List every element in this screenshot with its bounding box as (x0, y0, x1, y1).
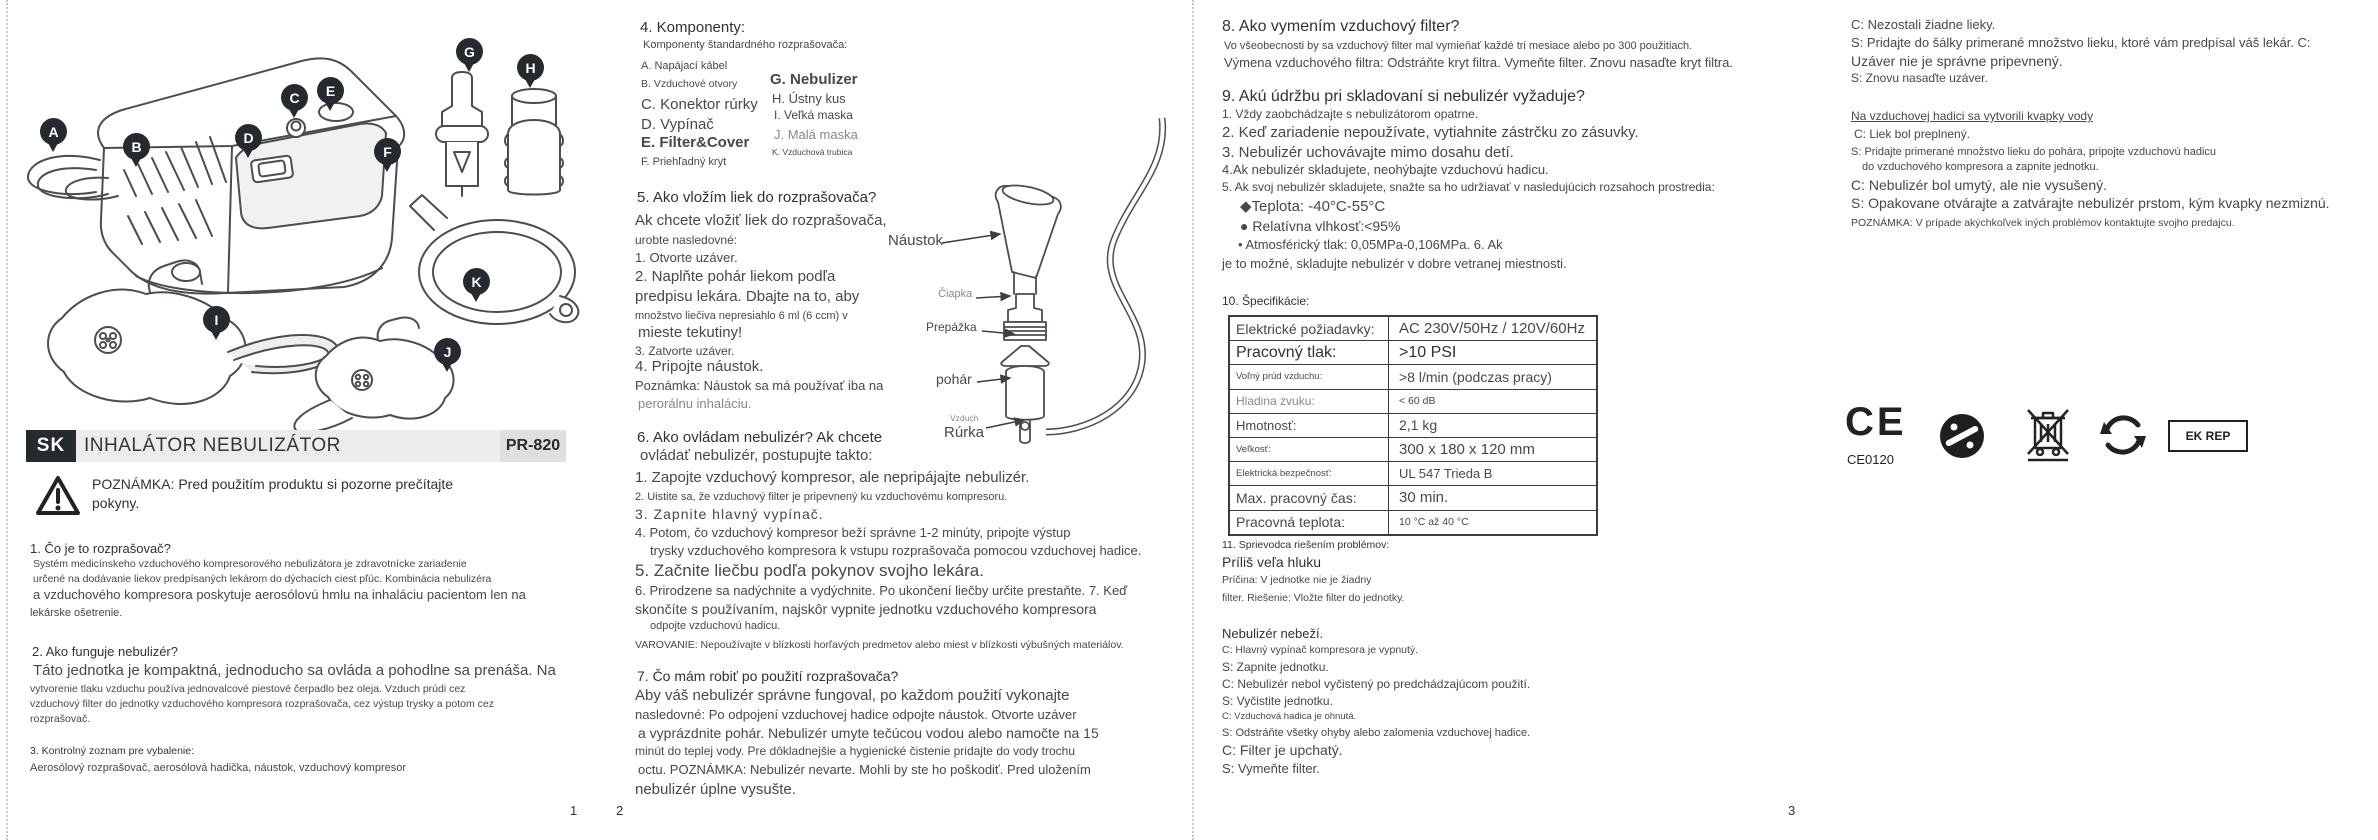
section-5-line: 3. Zatvorte uzáver. (635, 344, 735, 358)
component-item: D. Vypínač (641, 116, 714, 133)
section-5-line: mieste tekutiny! (638, 324, 743, 341)
section-6-step: 5. Začnite liečbu podľa pokynov svojho lekára. (635, 561, 984, 580)
spec-value: AC 230V/50Hz / 120V/60Hz (1399, 320, 1585, 338)
section-5-line: 1. Otvorte uzáver. (635, 250, 738, 265)
page-number-3: 3 (1788, 803, 1796, 818)
callout-pin-k (463, 268, 490, 295)
callout-pin-e (317, 77, 344, 104)
nebulizer-assembly-drawing (880, 110, 1210, 480)
section-5-title: 5. Ako vložím liek do rozprašovača? (637, 189, 877, 206)
spec-value: 30 min. (1399, 489, 1449, 507)
section-8-line: Výmena vzduchového filtra: Odstráňte kryt filtra. Vymeňte filter. Znovu nasaďte kryt filtra. (1224, 55, 1733, 70)
page-title: INHALÁTOR NEBULIZÁTOR (84, 435, 341, 456)
section-3-title: 3. Kontrolný zoznam pre vybalenie: (30, 745, 195, 757)
section-7-line: Aby váš nebulizér správne fungoval, po každom použití vykonajte (635, 687, 1070, 704)
callout-letter: H (525, 59, 536, 76)
callout-letter: F (383, 143, 392, 160)
callout-pin-f (374, 138, 401, 165)
air-hose-long (1046, 118, 1163, 432)
component-item: F. Priehľadný kryt (641, 156, 727, 168)
callout-pin-c (281, 84, 308, 111)
section-2-line: rozprašovač. (30, 713, 91, 725)
spec-label: Hladina zvuku: (1230, 390, 1389, 413)
section-7-line: minút do teplej vody. Pre dôkladnejšie a hygienické čistenie pridajte do vody trochu (635, 744, 1076, 758)
title-bar (26, 430, 566, 462)
section-9-item: je to možné, skladujte nebulizér v dobre vetranej miestnosti. (1222, 256, 1567, 271)
callout-letter: B (131, 138, 142, 155)
prohibition-symbol-icon (1938, 412, 1986, 460)
callout-pin-j (434, 338, 461, 365)
spec-label: Voľný prúd vzduchu: (1230, 365, 1389, 388)
component-item: G. Nebulizer (770, 71, 858, 88)
trouble2-line: C: Liek bol preplnený. (1854, 127, 1971, 141)
section-4-subtitle: Komponenty štandardného rozprašovača: (643, 39, 848, 51)
section-6-title: 6. Ako ovládam nebulizér? Ak chcete (637, 429, 883, 446)
assembly-label-tube: Rúrka (944, 424, 985, 441)
assembly-label-mouthpiece: Náustok (888, 232, 944, 249)
component-item: H. Ústny kus (772, 91, 846, 106)
component-item: I. Veľká maska (774, 108, 853, 122)
section-2-line: vytvorenie tlaku vzduchu používa jednovalcové piestové čerpadlo bez oleja. Vzduch prúdi cez (30, 683, 466, 695)
trouble-line: Nebulizér nebeží. (1222, 626, 1324, 641)
trouble2-line: do vzduchového kompresora a zapnite jednotku. (1862, 161, 2099, 173)
callout-letter: C (289, 89, 300, 106)
section-2-line: vzduchový filter do jednotky vzduchového kompresora rozprašovača, cez výstup trysky a potom cez (30, 698, 494, 710)
section-4-title: 4. Komponenty: (640, 19, 746, 36)
mouthpiece-part-drawing (505, 89, 563, 195)
section-7-line: octu. POZNÁMKA: Nebulizér nevarte. Mohli by ste ho poškodiť. Pred uložením (638, 762, 1091, 777)
section-7-title: 7. Čo mám robiť po použití rozprašovača? (637, 668, 899, 684)
spec-label: Pracovný tlak: (1230, 341, 1389, 364)
section-7-line: a vyprázdnite pohár. Nebulizér umyte tečúcou vodou alebo namočte na 15 (638, 725, 1099, 741)
section-6-step: 2. Uistite sa, že vzduchový filter je pripevnený ku vzduchovému kompresoru. (635, 491, 1008, 503)
trouble-line: Príčina: V jednotke nie je žiadny (1222, 574, 1372, 586)
language-badge: SK (26, 430, 76, 462)
component-item: E. Filter&Cover (641, 134, 750, 151)
callout-pin-g (456, 38, 483, 65)
weee-crossed-bin-icon (2022, 404, 2074, 464)
trouble2-line: S: Znovu nasaďte uzáver. (1851, 71, 1988, 85)
model-number: PR-820 (500, 430, 566, 462)
mask-small-drawing (294, 317, 453, 432)
compressor-drawing (28, 58, 404, 293)
section-5-line: urobte nasledovné: (635, 233, 738, 247)
trouble-line: S: Vymeňte filter. (1222, 761, 1320, 776)
assembly-label-cup: pohár (936, 371, 972, 387)
section-6-step: odpojte vzduchovú hadicu. (650, 620, 781, 632)
section-1-line: určené na dodávanie liekov predpísaných lekárom do dýchacích ciest pľúc. Kombinácia nebulizéra (33, 573, 492, 585)
assembly-label-cap: Čiapka (938, 288, 973, 300)
callout-pin-i (203, 306, 230, 333)
section-6-title: ovládať nebulizér, postupujte takto: (640, 447, 873, 464)
component-item: K. Vzduchová trubica (772, 147, 853, 157)
ce-mark: CE (1845, 400, 1907, 444)
section-2-title: 2. Ako funguje nebulizér? (32, 644, 178, 659)
ec-rep-mark: EK REP (2168, 420, 2248, 452)
section-9-item: 4.Ak nebulizér skladujete, neohýbajte vzduchovú hadicu. (1222, 162, 1549, 177)
component-item: C. Konektor rúrky (641, 96, 758, 113)
section-5-line: perorálnu inhaláciu. (638, 396, 752, 411)
table-row (1230, 389, 1596, 413)
section-10-title: 10. Špecifikácie: (1222, 294, 1310, 308)
spec-label: Pracovná teplota: (1230, 511, 1389, 534)
spec-value: 10 °C až 40 °C (1399, 516, 1469, 529)
section-2-line: Táto jednotka je kompaktná, jednoducho sa ovláda a pohodlne sa prenáša. Na (33, 662, 556, 679)
table-row (1230, 340, 1596, 364)
section-1-title: 1. Čo je to rozprašovač? (30, 541, 171, 556)
section-5-line: 4. Pripojte náustok. (635, 358, 764, 375)
trouble2-line: Uzáver nie je správne pripevnený. (1851, 53, 2063, 69)
section-9-item: 3. Nebulizér uchovávajte mimo dosahu detí. (1222, 144, 1514, 161)
section-9-item: 5. Ak svoj nebulizér skladujete, snažte sa ho udržiavať v nasledujúcich rozsahoch prostredia: (1222, 180, 1715, 194)
section-5-line: Ak chcete vložiť liek do rozprašovača, (635, 212, 887, 229)
callout-letter: A (48, 123, 59, 140)
trouble-line: S: Zapnite jednotku. (1222, 660, 1329, 674)
section-1-line: lekárske ošetrenie. (30, 607, 123, 619)
spec-value: < 60 dB (1399, 395, 1436, 408)
callout-pin-d (235, 124, 262, 151)
note-text: POZNÁMKA: Pred použitím produktu si pozorne prečítajte (92, 476, 454, 492)
warning-triangle-icon (34, 474, 82, 518)
section-11-title: 11. Sprievodca riešením problémov: (1222, 539, 1390, 551)
section-8-line: Vo všeobecnosti by sa vzduchový filter mal vymieňať každé tri mesiace alebo po 300 použitiach. (1224, 40, 1693, 52)
table-row (1230, 317, 1596, 340)
callout-letter: G (464, 43, 475, 60)
section-3-line: Aerosólový rozprašovač, aerosólová hadička, náustok, vzduchový kompresor (30, 762, 407, 774)
trouble-line: S: Vyčistite jednotku. (1222, 694, 1333, 708)
spec-label: Elektrická bezpečnosť: (1230, 462, 1389, 485)
spec-value: 300 x 180 x 120 mm (1399, 441, 1535, 459)
spec-value: >10 PSI (1399, 343, 1457, 361)
spec-label: Veľkosť: (1230, 438, 1389, 461)
callout-letter: D (243, 129, 254, 146)
spec-value: 2,1 kg (1399, 417, 1438, 434)
note-text: pokyny. (92, 495, 140, 511)
table-row (1230, 461, 1596, 485)
table-row (1230, 510, 1596, 534)
recycle-arrows-icon (2098, 410, 2148, 460)
air-hose-drawing (410, 195, 578, 324)
callout-pin-a (40, 118, 67, 145)
trouble-line: C: Hlavný vypínač kompresora je vypnutý. (1222, 644, 1419, 656)
section-5-line: Poznámka: Náustok sa má používať iba na (635, 378, 884, 393)
page-number-2: 2 (616, 803, 624, 818)
section-7-line: nebulizér úplne vysušte. (635, 781, 796, 798)
section-7-line: nasledovné: Po odpojení vzduchovej hadice odpojte náustok. Otvorte uzáver (635, 707, 1077, 722)
callout-pin-h (517, 54, 544, 81)
section-9-bullet: ● Relatívna vlhkosť:<95% (1240, 218, 1401, 234)
section-9-item: 1. Vždy zaobchádzajte s nebulizátorom opatrne. (1222, 107, 1479, 121)
trouble2-line: C: Nebulizér bol umytý, ale nie vysušený. (1851, 177, 2107, 193)
section-9-item: 2. Keď zariadenie nepoužívate, vytiahnite zástrčku zo zásuvky. (1222, 124, 1639, 141)
callout-letter: J (443, 343, 452, 360)
component-item: J. Malá maska (774, 127, 858, 142)
callout-letter: E (325, 82, 336, 99)
ce-number: CE0120 (1847, 452, 1894, 467)
section-5-line: predpisu lekára. Dbajte na to, aby (635, 288, 860, 305)
specifications-table (1228, 315, 1598, 536)
trouble2-line: S: Opakovane otvárajte a zatvárajte nebulizér prstom, kým kvapky nezmiznú. (1851, 195, 2330, 211)
trouble-line: S: Odstráňte všetky ohyby alebo zalomenia vzduchovej hadice. (1222, 727, 1531, 739)
section-6-step: trysky vzduchového kompresora k vstupu rozprašovača pomocou vzduchovej hadice. (650, 543, 1142, 558)
section-9-bullet: ◆Teplota: -40°C-55°C (1240, 198, 1386, 215)
trouble-line: Príliš veľa hluku (1222, 554, 1322, 570)
trouble-line: filter. Riešenie: Vložte filter do jednotky. (1222, 592, 1405, 604)
nebulizer-jar-drawing (436, 72, 488, 196)
assembly-label-baffle: Prepážka (926, 320, 977, 334)
trouble2-heading: Na vzduchovej hadici sa vytvorili kvapky vody (1851, 109, 2094, 123)
trouble-line: C: Filter je upchatý. (1222, 742, 1343, 758)
assembly-label-air: Vzduch (950, 413, 979, 423)
section-9-title: 9. Akú údržbu pri skladovaní si nebulizér vyžaduje? (1222, 88, 1585, 105)
trouble-line: C: Nebulizér nebol vyčistený po predchádzajúcom použití. (1222, 677, 1531, 691)
compressor-and-masks-drawing (0, 0, 640, 470)
warning-text: VAROVANIE: Nepoužívajte v blízkosti horľavých predmetov alebo miest v blízkosti výbušných materiálov. (635, 639, 1124, 651)
callout-letter: I (214, 311, 219, 328)
section-6-step: 3. Zapnite hlavný vypínač. (635, 506, 824, 522)
section-6-step: skončíte s používaním, najskôr vypnite jednotku vzduchového kompresora (635, 601, 1097, 617)
table-row (1230, 364, 1596, 388)
spec-value: >8 l/min (podczas pracy) (1399, 368, 1552, 385)
spec-label: Max. pracovný čas: (1230, 486, 1389, 509)
section-9-bullet: • Atmosférický tlak: 0,05MPa-0,106MPa. 6. Ak (1238, 237, 1503, 252)
spec-label: Hmotnosť: (1230, 414, 1389, 437)
spec-label: Elektrické požiadavky: (1230, 317, 1389, 340)
trouble2-line: S: Pridajte do šálky primerané množstvo lieku, ktoré vám predpísal váš lekár. C: (1851, 35, 2311, 50)
section-6-step: 1. Zapojte vzduchový kompresor, ale nepripájajte nebulizér. (635, 469, 1030, 486)
section-8-title: 8. Ako vymením vzduchový filter? (1222, 18, 1460, 35)
section-5-line: 2. Naplňte pohár liekom podľa (635, 268, 836, 285)
component-item: A. Napájací kábel (641, 60, 728, 72)
spec-value: UL 547 Trieda B (1399, 466, 1493, 482)
trouble2-line: S: Pridajte primerané množstvo lieku do pohára, pripojte vzduchovú hadicu (1851, 146, 2217, 158)
trouble-line: C: Vzduchová hadica je ohnutá. (1222, 711, 1357, 722)
component-item: B. Vzduchové otvory (641, 78, 738, 90)
section-1-line: a vzduchového kompresora poskytuje aerosólovú hmlu na inhaláciu pacientom len na (33, 587, 526, 602)
table-row (1230, 437, 1596, 461)
section-6-step: 4. Potom, čo vzduchový kompresor beží správne 1-2 minúty, pripojte výstup (635, 525, 1071, 540)
cap-drawing (1008, 294, 1042, 322)
baffle-drawing (1001, 346, 1049, 366)
page-number-1: 1 (570, 803, 578, 818)
section-6-step: 6. Prirodzene sa nadýchnite a vydýchnite. Po ukončení liečby určite prestaňte. 7. Keď (635, 583, 1128, 598)
table-row (1230, 485, 1596, 509)
trouble2-note: POZNÁMKA: V prípade akýchkoľvek iných problémov kontaktujte svojho predajcu. (1851, 217, 2235, 229)
section-5-line: množstvo liečiva nepresiahlo 6 ml (6 ccm) v (635, 310, 848, 322)
callout-pin-b (123, 133, 150, 160)
section-1-line: Systém medicínskeho vzduchového kompresorového nebulizátora je zdravotnícke zariadenie (33, 558, 467, 570)
trouble2-line: C: Nezostali žiadne lieky. (1851, 17, 1996, 32)
callout-letter: K (471, 273, 482, 290)
table-row (1230, 413, 1596, 437)
